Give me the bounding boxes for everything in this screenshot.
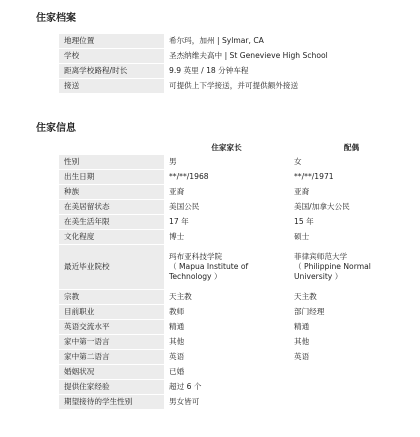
row-label: 种族 (59, 185, 164, 200)
row-label: 期望接待的学生性别 (59, 395, 164, 410)
section-title-info: 住家信息 (36, 123, 76, 134)
row-label: 在美生活年限 (59, 215, 164, 230)
table-row (59, 380, 414, 395)
host-value: 教师 (164, 305, 289, 320)
header-host: 住家家长 (164, 141, 289, 155)
spouse-value: 硕士 (289, 230, 414, 245)
profile-label: 接送 (59, 79, 164, 94)
table-row (59, 335, 414, 350)
table-row (59, 395, 414, 410)
section-title-profile: 住家档案 (36, 13, 76, 24)
table-row (59, 320, 414, 335)
spouse-value: 亚裔 (289, 185, 414, 200)
profile-value: 希尔玛，加州 | Sylmar, CA (164, 34, 414, 49)
header-blank (59, 141, 164, 155)
host-value: 精通 (164, 320, 289, 335)
row-label: 婚姻状况 (59, 365, 164, 380)
spouse-value: 天主教 (289, 290, 414, 305)
host-value: **/**/1968 (164, 170, 289, 185)
spouse-value (289, 365, 414, 380)
profile-label: 学校 (59, 49, 164, 64)
profile-value: 可提供上下学接送，并可提供额外接送 (164, 79, 414, 94)
host-value: 天主教 (164, 290, 289, 305)
profile-label: 距离学校路程/时长 (59, 64, 164, 79)
host-value: 美国公民 (164, 200, 289, 215)
row-label: 宗教 (59, 290, 164, 305)
profile-value: 9.9 英里 / 18 分钟车程 (164, 64, 414, 79)
table-row (59, 185, 414, 200)
table-row (59, 245, 414, 290)
table-row (59, 200, 414, 215)
row-label: 文化程度 (59, 230, 164, 245)
row-label: 家中第二语言 (59, 350, 164, 365)
header-spouse: 配偶 (289, 141, 414, 155)
host-info-table (59, 140, 414, 410)
host-value: 其他 (164, 335, 289, 350)
host-value: 亚裔 (164, 185, 289, 200)
spouse-value: 精通 (289, 320, 414, 335)
table-header-row (59, 141, 414, 155)
host-value: 男女皆可 (164, 395, 289, 410)
profile-row-location (59, 34, 414, 49)
spouse-value: 菲律宾师范大学 （ Philippine Normal University ） (289, 245, 414, 290)
host-value: 超过 6 个 (164, 380, 289, 395)
table-row (59, 155, 414, 170)
row-label: 家中第一语言 (59, 335, 164, 350)
host-value: 玛布亚科技学院 （ Mapua Institute of Technology ） (164, 245, 289, 290)
row-label: 英语交流水平 (59, 320, 164, 335)
row-label: 最近毕业院校 (59, 245, 164, 290)
table-row (59, 230, 414, 245)
spouse-value: 15 年 (289, 215, 414, 230)
host-value: 博士 (164, 230, 289, 245)
profile-row-distance (59, 64, 414, 79)
table-row (59, 365, 414, 380)
row-label: 出生日期 (59, 170, 164, 185)
spouse-value: 英语 (289, 350, 414, 365)
spouse-value: 美国/加拿大公民 (289, 200, 414, 215)
row-label: 性别 (59, 155, 164, 170)
host-value: 英语 (164, 350, 289, 365)
host-value: 已婚 (164, 365, 289, 380)
table-row (59, 350, 414, 365)
row-label: 在美居留状态 (59, 200, 164, 215)
profile-table (59, 33, 414, 94)
profile-row-transport (59, 79, 414, 94)
table-row (59, 215, 414, 230)
row-label: 提供住家经验 (59, 380, 164, 395)
table-row (59, 170, 414, 185)
profile-label: 地理位置 (59, 34, 164, 49)
spouse-value: **/**/1971 (289, 170, 414, 185)
spouse-value: 其他 (289, 335, 414, 350)
table-row (59, 290, 414, 305)
spouse-value (289, 395, 414, 410)
spouse-value (289, 380, 414, 395)
profile-value: 圣杰纳维夫高中 | St Genevieve High School (164, 49, 414, 64)
host-value: 男 (164, 155, 289, 170)
row-label: 目前职业 (59, 305, 164, 320)
spouse-value: 女 (289, 155, 414, 170)
profile-row-school (59, 49, 414, 64)
spouse-value: 部门经理 (289, 305, 414, 320)
table-row (59, 305, 414, 320)
host-value: 17 年 (164, 215, 289, 230)
